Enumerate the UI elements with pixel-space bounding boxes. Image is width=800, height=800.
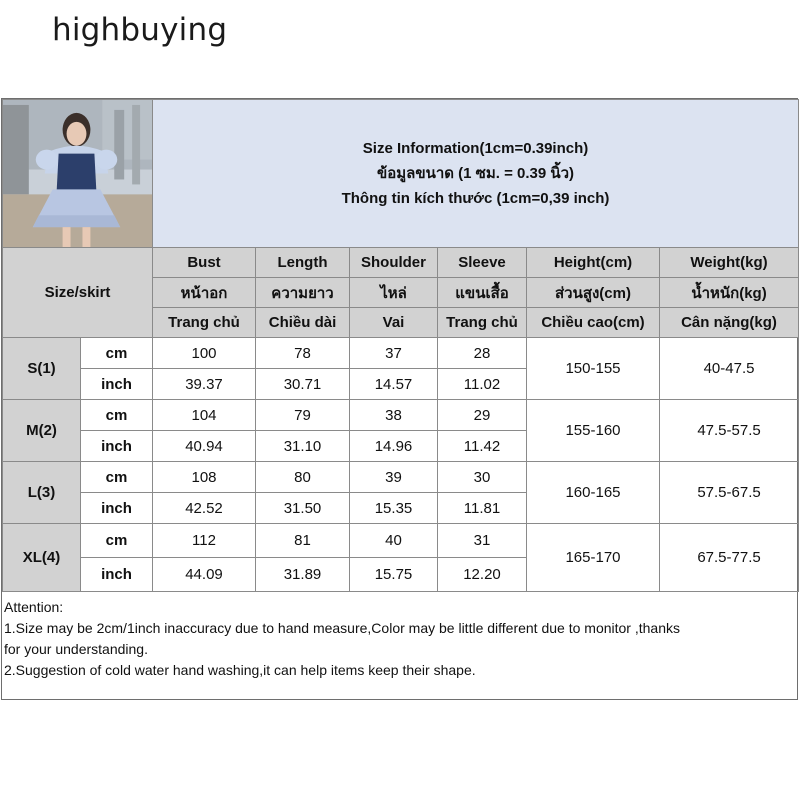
l-shoulder-cm: 39 (350, 462, 438, 493)
unit-cm: cm (81, 400, 153, 431)
l-bust-cm: 108 (153, 462, 256, 493)
s-weight: 40-47.5 (660, 338, 799, 400)
header-weight-th: น้ำหนัก(kg) (660, 278, 799, 308)
size-info-header (153, 100, 799, 248)
attention-notes (4, 597, 794, 681)
header-height-en: Height(cm) (527, 248, 660, 278)
size-name-s: S(1) (3, 338, 81, 400)
unit-cm: cm (81, 338, 153, 369)
s-bust-cm: 100 (153, 338, 256, 369)
s-length-inch: 30.71 (256, 369, 350, 400)
unit-inch: inch (81, 431, 153, 462)
notes-line-1-cont: for your understanding. (4, 641, 148, 657)
s-height: 150-155 (527, 338, 660, 400)
m-shoulder-cm: 38 (350, 400, 438, 431)
m-length-inch: 31.10 (256, 431, 350, 462)
xl-shoulder-cm: 40 (350, 524, 438, 558)
header-height-vi: Chiều cao(cm) (527, 308, 660, 338)
m-sleeve-cm: 29 (438, 400, 527, 431)
header-length-th: ความยาว (256, 278, 350, 308)
xl-shoulder-inch: 15.75 (350, 558, 438, 592)
xl-weight: 67.5-77.5 (660, 524, 799, 592)
notes-title: Attention: (4, 599, 64, 615)
m-sleeve-inch: 11.42 (438, 431, 527, 462)
size-table (2, 99, 799, 592)
model-photo (3, 100, 152, 247)
header-weight-vi: Cân nặng(kg) (660, 308, 799, 338)
unit-inch: inch (81, 493, 153, 524)
m-bust-cm: 104 (153, 400, 256, 431)
l-length-cm: 80 (256, 462, 350, 493)
size-skirt-header: Size/skirt (3, 248, 153, 338)
m-bust-inch: 40.94 (153, 431, 256, 462)
header-bust-vi: Trang chủ (153, 308, 256, 338)
s-shoulder-cm: 37 (350, 338, 438, 369)
header-length-en: Length (256, 248, 350, 278)
xl-sleeve-inch: 12.20 (438, 558, 527, 592)
s-sleeve-cm: 28 (438, 338, 527, 369)
s-sleeve-inch: 11.02 (438, 369, 527, 400)
size-name-m: M(2) (3, 400, 81, 462)
header-sleeve-en: Sleeve (438, 248, 527, 278)
l-weight: 57.5-67.5 (660, 462, 799, 524)
model-photo-icon (3, 100, 153, 248)
m-length-cm: 79 (256, 400, 350, 431)
l-bust-inch: 42.52 (153, 493, 256, 524)
s-length-cm: 78 (256, 338, 350, 369)
xl-height: 165-170 (527, 524, 660, 592)
xl-sleeve-cm: 31 (438, 524, 527, 558)
m-height: 155-160 (527, 400, 660, 462)
s-shoulder-inch: 14.57 (350, 369, 438, 400)
header-height-th: ส่วนสูง(cm) (527, 278, 660, 308)
l-height: 160-165 (527, 462, 660, 524)
size-name-xl: XL(4) (3, 524, 81, 592)
unit-cm: cm (81, 462, 153, 493)
header-sleeve-th: แขนเสื้อ (438, 278, 527, 308)
notes-line-2: 2.Suggestion of cold water hand washing,it can help items keep their shape. (4, 662, 476, 678)
header-sleeve-vi: Trang chủ (438, 308, 527, 338)
unit-inch: inch (81, 558, 153, 592)
info-line-en: Size Information(1cm=0.39inch) (362, 140, 589, 157)
xl-length-inch: 31.89 (256, 558, 350, 592)
header-shoulder-en: Shoulder (350, 248, 438, 278)
info-line-vi: Thông tin kích thước (1cm=0,39 inch) (341, 190, 610, 207)
xl-bust-cm: 112 (153, 524, 256, 558)
header-shoulder-vi: Vai (350, 308, 438, 338)
header-weight-en: Weight(kg) (660, 248, 799, 278)
xl-bust-inch: 44.09 (153, 558, 256, 592)
notes-line-1: 1.Size may be 2cm/1inch inaccuracy due to hand measure,Color may be little different due to monitor ,thanks (4, 620, 680, 636)
unit-cm: cm (81, 524, 153, 558)
brand-watermark: highbuying (52, 12, 228, 48)
header-shoulder-th: ไหล่ (350, 278, 438, 308)
header-length-vi: Chiều dài (256, 308, 350, 338)
header-bust-th: หน้าอก (153, 278, 256, 308)
xl-length-cm: 81 (256, 524, 350, 558)
size-name-l: L(3) (3, 462, 81, 524)
l-sleeve-inch: 11.81 (438, 493, 527, 524)
unit-inch: inch (81, 369, 153, 400)
l-shoulder-inch: 15.35 (350, 493, 438, 524)
l-sleeve-cm: 30 (438, 462, 527, 493)
header-bust-en: Bust (153, 248, 256, 278)
l-length-inch: 31.50 (256, 493, 350, 524)
info-line-th: ข้อมูลขนาด (1 ซม. = 0.39 นิ้ว) (376, 165, 575, 182)
m-shoulder-inch: 14.96 (350, 431, 438, 462)
m-weight: 47.5-57.5 (660, 400, 799, 462)
size-chart (1, 98, 798, 700)
s-bust-inch: 39.37 (153, 369, 256, 400)
